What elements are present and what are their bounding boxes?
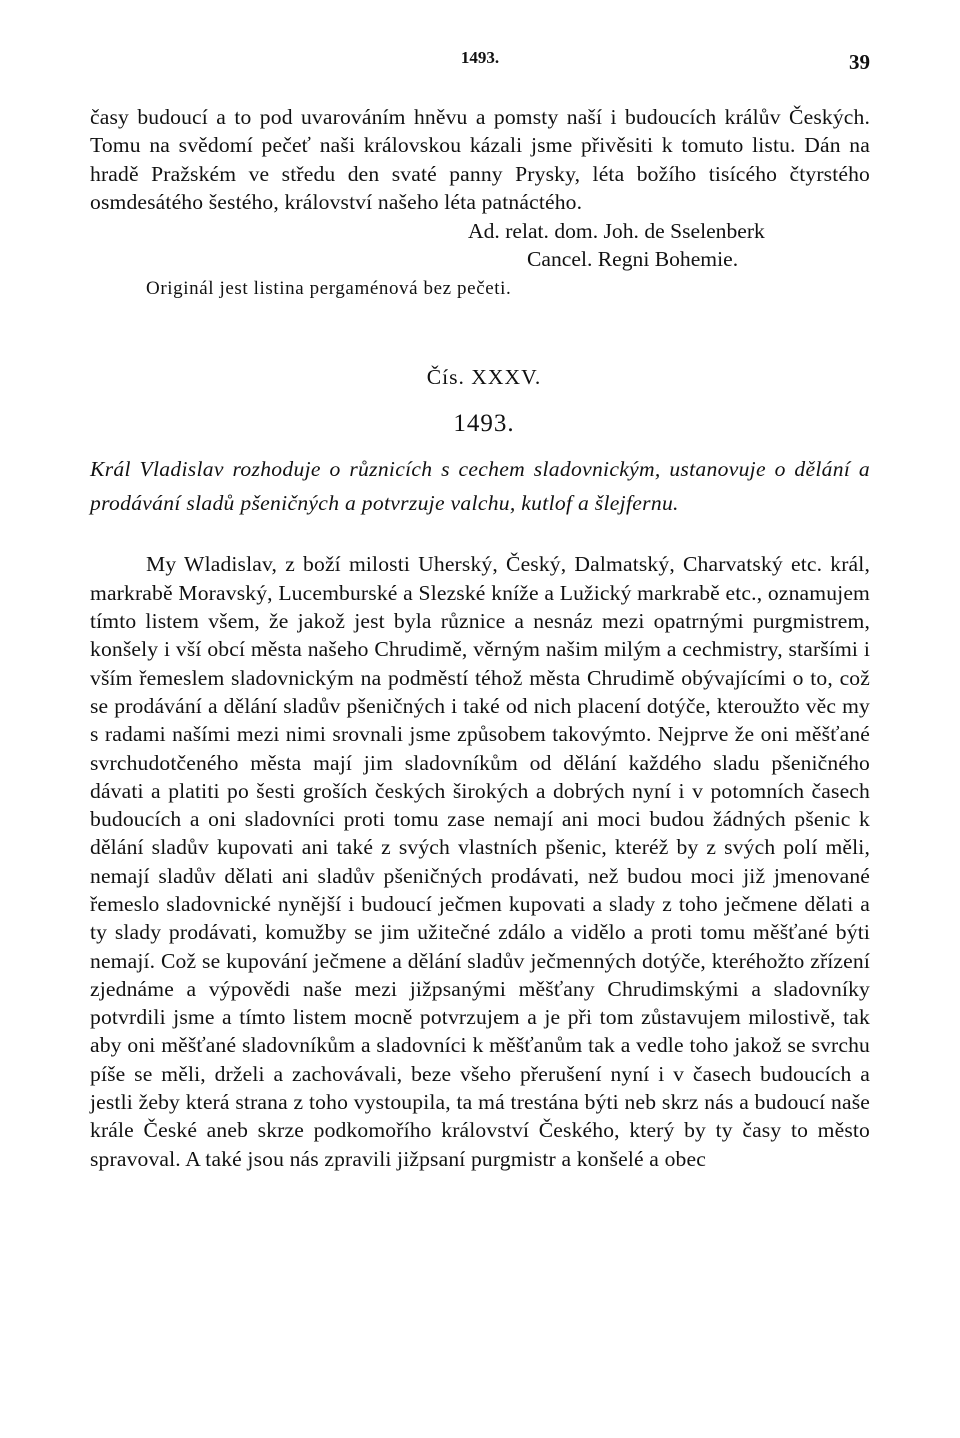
chancellery-signature (90, 217, 870, 274)
document-body: My Wladislav, z boží milosti Uherský, Český, Dalmatský, Charvatský etc. král, markrabě Moravský, Lucemburské a Slezské kníže a Lužický markrabě etc., oznamujem tímto listem všem, že jakož jest byla různice a nesnáz mezi opatrnými purgmistrem, konšely i vší obcí města našeho Chrudimě, věrným našim milým a cechmistry, staršími i vším řemeslem sladovnickým na podměstí téhož města Chrudimě obývajícími o to, což se prodávání a dělání sladův pšeničných i také od nich placení dotýče, kteroužto věc my s radami našími mezi nimi srovnali jsme způsobem takovýmto. Nejprve že oni měšťané svrchudotčeného města mají jim sladovníkům od dělání každého sladu pšeničného dávati a platiti po šesti groších českých širokých a dobrých nyní i v potomních časech budoucích a oni sladovníci proti tomu zase nemají ani moci budou žádných pšenic k dělání sladův kupovati ani také z svých vlastních pšenic, kteréž by z svých polí měli, nemají sladův dělati ani sladův pšeničných prodávati, než budou moci již jmenované řemeslo sladovnické nynější i budoucí ječmen kupovati a slady z toho ječmene dělati a ty slady prodávati, komužby se jim užitečné zdálo a vidělo a proti tomu měšťané býti nemají. Což se kupování ječmene a dělání sladův ječmenných dotýče, kteréhožto zřízení zjednáme a výpovědi naše mezi jižpsanými měšťany Chrudimskými a sladovníky potvrdili jsme a tímto listem mocně potvrzujem a je při tom zůstavujem milostivě, tak aby oni měšťané sladovníkům a sladovníci k měšťanům tak a vedle toho jakož se svrchu píše se měli, drželi a zachovávali, beze všeho přerušení nyní i v časech budoucích a jestli žeby která strana z toho vystoupila, ta má trestána býti neb skrz nás a budoucí naše krále České aneb skrze podkomořího království Českého, který by ty časy to město spravoval. A také jsou nás zpravili jižpsaní purgmistr a konšelé a obec (90, 552, 870, 1171)
signature-line-relat: Ad. relat. dom. Joh. de Sselenberk (468, 218, 765, 243)
document-year: 1493. (453, 410, 515, 438)
continuation-paragraph: časy budoucí a to pod uvarováním hněvu a pomsty naší i budoucích králův Českých. Tomu na svědomí pečeť naši královskou kázali jsme přivěsiti k tomuto listu. Dán na hradě Pražském ve středu den svaté panny Prysky, léta božího tisícého čtyrstého osmdesátého šestého, království našeho léta patnáctého. (90, 105, 870, 215)
running-year: 1493. (460, 48, 500, 67)
original-note: Originál jest listina pergaménová bez pečeti. (146, 278, 512, 300)
book-page (90, 40, 870, 1195)
running-header (90, 40, 870, 80)
signature-line-cancel: Cancel. Regni Bohemie. (527, 247, 739, 272)
document-number: Čís. XXXV. (426, 365, 542, 390)
document-summary: Král Vladislav rozhoduje o různicích s cechem sladovnickým, ustanovuje o dělání a prodávání sladů pšeničných a potvrzuje valchu, kutlof a šlejfernu. (90, 457, 870, 516)
page-number: 39 (849, 50, 870, 74)
